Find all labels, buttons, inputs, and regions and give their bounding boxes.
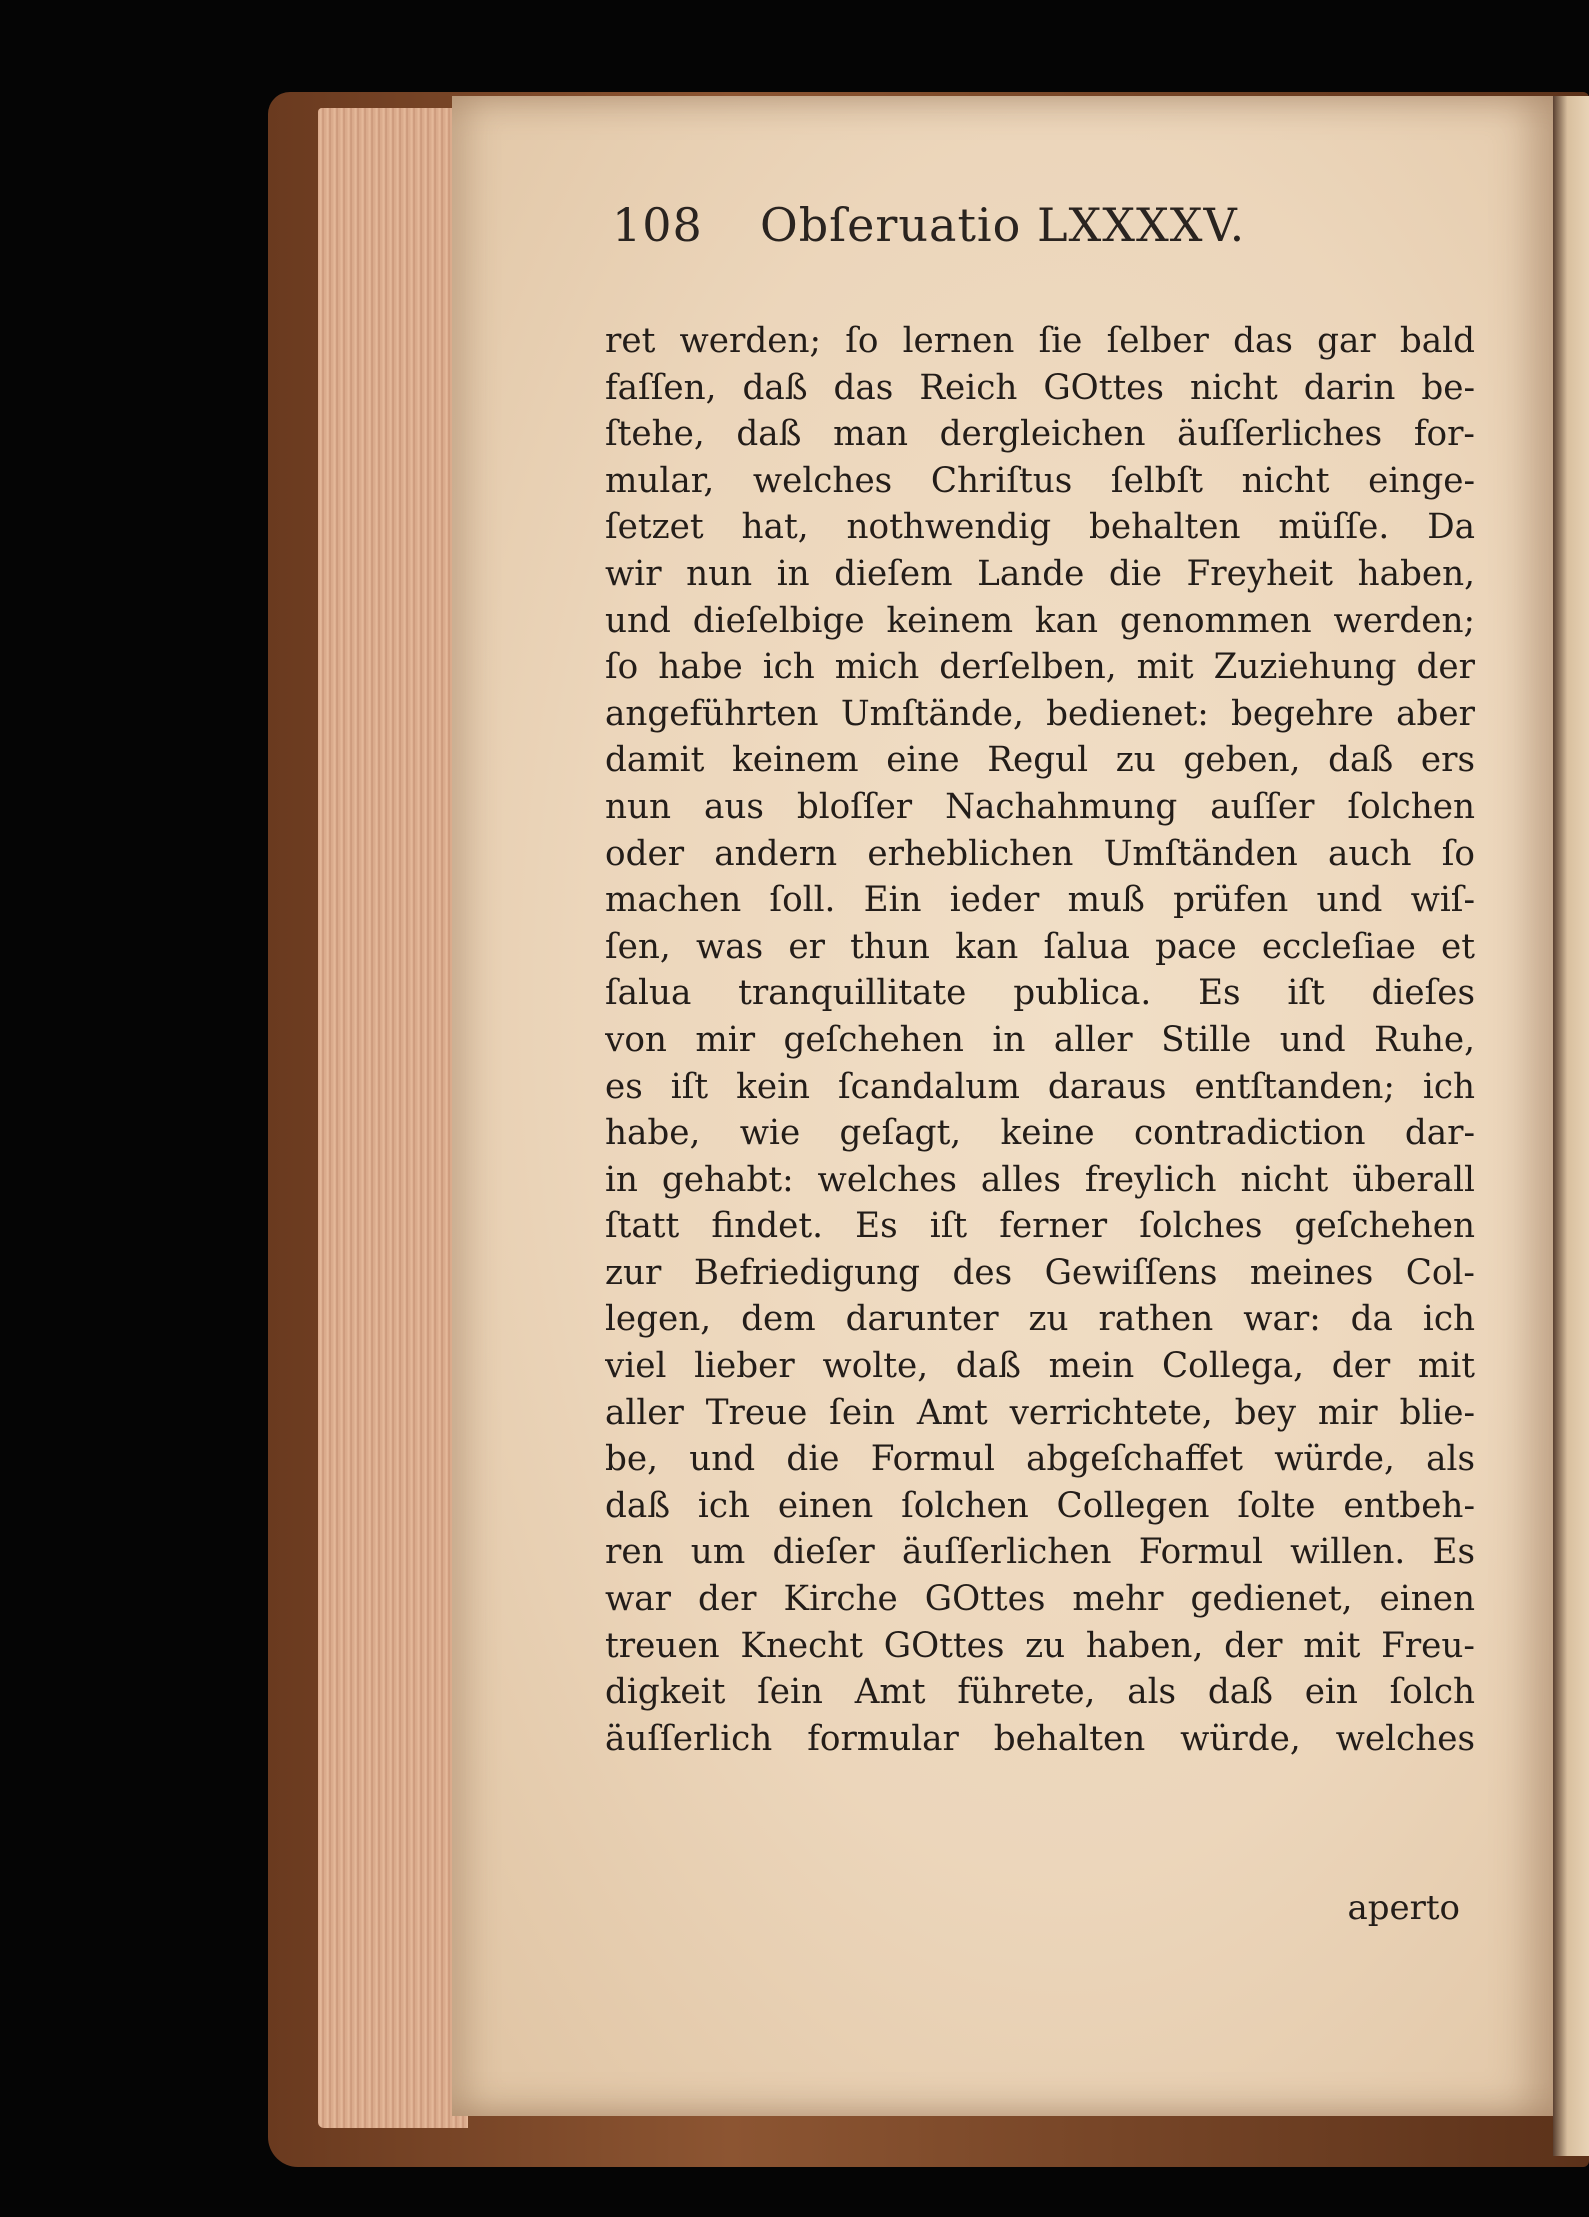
body-text — [605, 318, 1475, 1762]
text-line: und dieſelbige keinem kan genommen werden; — [605, 600, 1475, 641]
text-line: mular, welches Chriſtus ſelbſt nicht einge- — [605, 460, 1475, 501]
text-line: ſtehe, daß man dergleichen äuſſerliches for- — [605, 414, 1475, 455]
text-line: wir nun in dieſem Lande die Freyheit haben, — [605, 553, 1475, 594]
text-line: ſetzet hat, nothwendig behalten müſſe. Da — [605, 507, 1475, 548]
text-line: digkeit ſein Amt führete, als daß ein ſolch — [605, 1672, 1475, 1713]
text-line: äuſſerlich formular behalten würde, welches — [605, 1718, 1475, 1759]
text-line: es iſt kein ſcandalum daraus entſtanden; ich — [605, 1066, 1475, 1107]
catchword: aperto — [1347, 1888, 1460, 1928]
text-line: habe, wie geſagt, keine contradiction dar- — [605, 1113, 1475, 1154]
text-line: ſalua tranquillitate publica. Es iſt dieſes — [605, 973, 1475, 1014]
text-line: angeführten Umſtände, bedienet: begehre aber — [605, 693, 1475, 734]
text-line: legen, dem darunter zu rathen war: da ich — [605, 1299, 1475, 1340]
text-line: war der Kirche GOttes mehr gedienet, einen — [605, 1579, 1475, 1620]
text-line: nun aus bloſſer Nachahmung auſſer ſolchen — [605, 786, 1475, 827]
facing-page-edge — [1553, 96, 1589, 2156]
text-line: viel lieber wolte, daß mein Collega, der mit — [605, 1346, 1475, 1387]
text-line: damit keinem eine Regul zu geben, daß ers — [605, 740, 1475, 781]
text-line: machen ſoll. Ein ieder muß prüfen und wiſ- — [605, 880, 1475, 921]
page-block-edges — [318, 108, 468, 2128]
text-line: be, und die Formul abgeſchaffet würde, als — [605, 1439, 1475, 1480]
text-line: treuen Knecht GOttes zu haben, der mit Freu- — [605, 1625, 1475, 1666]
text-line: zur Befriedigung des Gewiſſens meines Col- — [605, 1252, 1475, 1293]
text-line: faſſen, daß das Reich GOttes nicht darin be- — [605, 367, 1475, 408]
text-line: oder andern erheblichen Umſtänden auch ſo — [605, 833, 1475, 874]
text-line: ret werden; ſo lernen ſie ſelber das gar bald — [605, 321, 1475, 361]
page-number: 108 — [612, 198, 703, 252]
text-line: in gehabt: welches alles freylich nicht überall — [605, 1159, 1475, 1200]
text-line: daß ich einen ſolchen Collegen ſolte entbeh- — [605, 1485, 1475, 1526]
text-line: ſtatt findet. Es iſt ferner ſolches geſchehen — [605, 1206, 1475, 1247]
text-line: aller Treue ſein Amt verrichtete, bey mir blie- — [605, 1392, 1475, 1433]
text-line: ſen, was er thun kan ſalua pace eccleſiae et — [605, 926, 1475, 967]
text-line: von mir geſchehen in aller Stille und Ruhe, — [605, 1019, 1475, 1060]
running-header — [612, 198, 1362, 264]
running-title: Obſeruatio LXXXXV. — [760, 198, 1246, 252]
text-line: ſo habe ich mich derſelben, mit Zuziehung der — [605, 647, 1475, 688]
text-line: ren um dieſer äuſſerlichen Formul willen. Es — [605, 1532, 1475, 1573]
